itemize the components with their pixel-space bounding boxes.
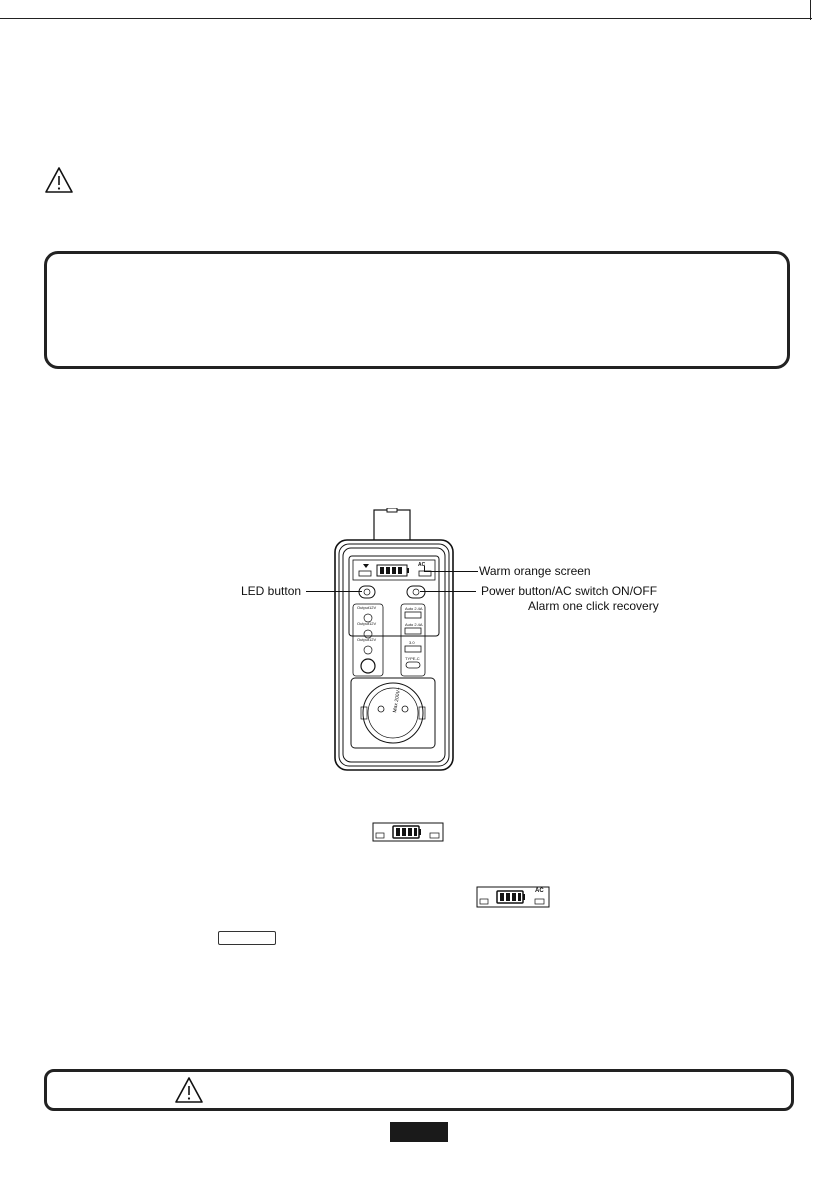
header-rule <box>0 18 812 19</box>
led-button-label: LED button <box>241 584 302 598</box>
port-label: Output12V <box>357 637 377 642</box>
screen-leader-tick <box>424 566 425 571</box>
power-button-label: Power button/AC switch ON/OFF <box>481 584 658 598</box>
power-station-diagram <box>333 508 455 772</box>
warning-box <box>44 1069 794 1111</box>
display-ac-label: AC <box>418 562 426 568</box>
port-label: Output12V <box>357 605 377 610</box>
socket-rating: Max 200V~ <box>392 686 403 714</box>
usb-label: Auto 2.4A <box>405 606 423 611</box>
led-leader <box>306 591 362 592</box>
battery-icon <box>372 822 444 842</box>
usb-label: Auto 2.4A <box>405 622 423 627</box>
inline-blank-box <box>218 931 276 945</box>
alarm-recovery-label: Alarm one click recovery <box>528 599 659 613</box>
header-rule-end <box>810 0 811 20</box>
usb-label: TYPE-C <box>405 656 420 661</box>
page-number-tab <box>390 1122 448 1142</box>
battery-ac-text: AC <box>535 888 544 894</box>
usb-label: 3.0 <box>409 640 415 645</box>
warning-triangle-icon <box>44 166 74 194</box>
warning-triangle-icon <box>174 1076 204 1104</box>
port-label: Output12V <box>357 621 377 626</box>
screen-label: Warm orange screen <box>479 564 591 578</box>
power-leader <box>420 591 476 592</box>
notice-box <box>44 251 790 369</box>
screen-leader <box>424 571 478 572</box>
